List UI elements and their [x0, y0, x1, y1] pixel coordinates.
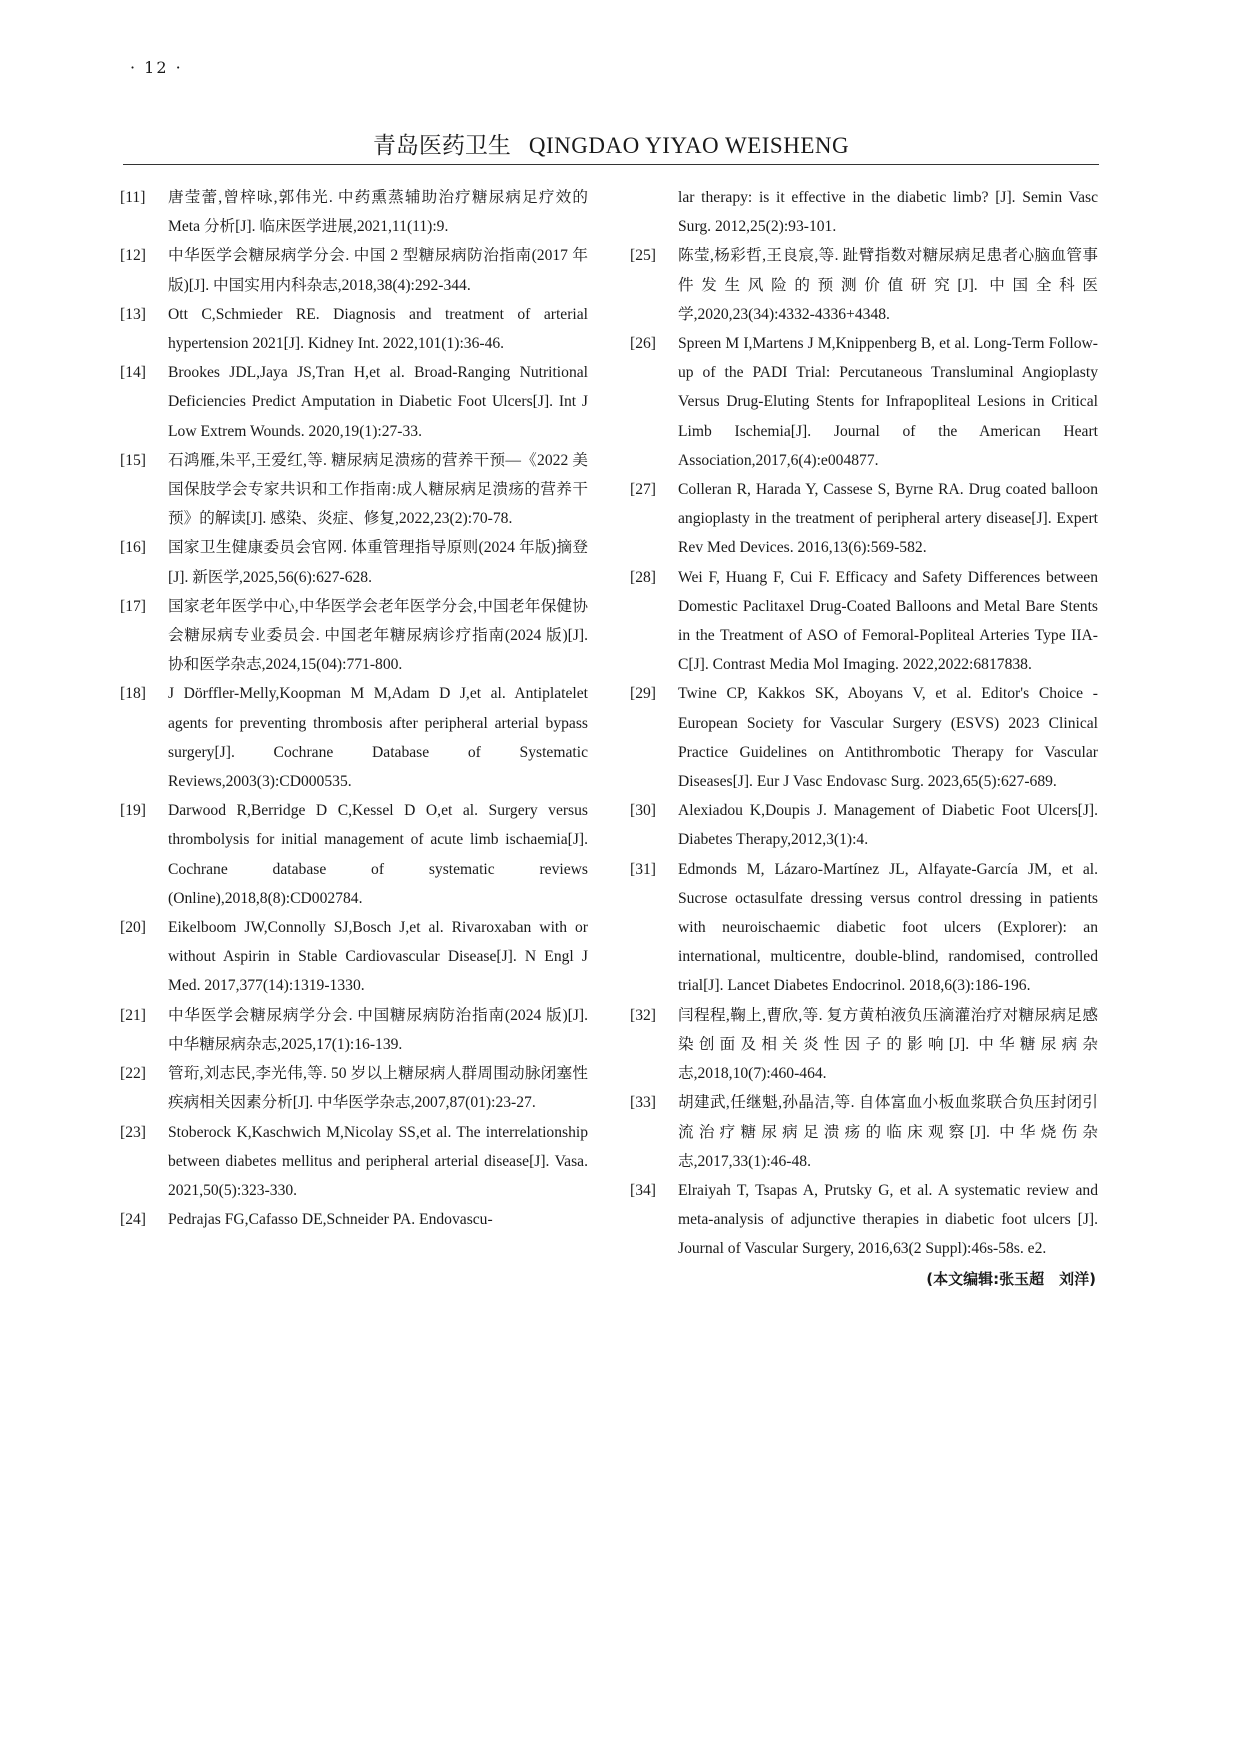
- reference-number: [30]: [630, 802, 656, 820]
- reference-text: J Dörffler-Melly,Koopman M M,Adam D J,et al. Antiplatelet agents for preventing thrombosis after peripheral arterial bypass surgery[J]. Cochrane Database of Systematic Reviews,2003(3):CD000535.: [168, 685, 588, 791]
- reference-item: [120, 1059, 588, 1117]
- reference-number: [29]: [630, 685, 656, 703]
- reference-number: [28]: [630, 568, 656, 586]
- reference-text: 中华医学会糖尿病学分会. 中国 2 型糖尿病防治指南(2017 年版)[J]. 中国实用内科杂志,2018,38(4):292-344.: [168, 247, 588, 294]
- reference-item: [120, 592, 588, 680]
- reference-number: [34]: [630, 1181, 656, 1199]
- reference-number: [13]: [120, 305, 146, 323]
- reference-item: [630, 563, 1098, 680]
- journal-title-en: QINGDAO YIYAO WEISHENG: [528, 133, 850, 158]
- reference-item: [630, 1088, 1098, 1176]
- reference-text: Eikelboom JW,Connolly SJ,Bosch J,et al. Rivaroxaban with or without Aspirin in Stable Cardiovascular Disease[J]. N Engl J Med. 2017,377(14):1319-1330.: [168, 919, 588, 995]
- reference-number: [12]: [120, 247, 146, 265]
- reference-number: [32]: [630, 1006, 656, 1024]
- reference-number: [33]: [630, 1094, 656, 1112]
- header-rule: [123, 164, 1099, 165]
- reference-number: [25]: [630, 247, 656, 265]
- references-left-column: [120, 183, 588, 1234]
- reference-text: 管珩,刘志民,李光伟,等. 50 岁以上糖尿病人群周围动脉闭塞性疾病相关因素分析[J]. 中华医学杂志,2007,87(01):23-27.: [168, 1065, 588, 1112]
- editor-note: (本文编辑:张玉超 刘洋): [926, 1269, 1096, 1288]
- reference-number: [31]: [630, 860, 656, 878]
- reference-number: [19]: [120, 802, 146, 820]
- reference-item: [120, 679, 588, 796]
- reference-item: [120, 533, 588, 591]
- reference-number: [26]: [630, 335, 656, 353]
- reference-text: 国家老年医学中心,中华医学会老年医学分会,中国老年保健协会糖尿病专业委员会. 中国老年糖尿病诊疗指南(2024 版)[J]. 协和医学杂志,2024,15(04):771-800.: [168, 597, 588, 674]
- reference-text: Brookes JDL,Jaya JS,Tran H,et al. Broad-Ranging Nutritional Deficiencies Predict Amputation in Diabetic Foot Ulcers[J]. Int J Low Extrem Wounds. 2020,19(1):27-33.: [168, 364, 588, 440]
- reference-number: [11]: [120, 189, 146, 206]
- reference-item: [120, 446, 588, 534]
- reference-text: Spreen M I,Martens J M,Knippenberg B, et al. Long-Term Follow-up of the PADI Trial: Percutaneous Transluminal Angioplasty Versus Drug-Eluting Stents for Infrapopliteal Lesions in Critical Limb Ischemia[J]. Journal of the American Heart Association,2017,6(4):e004877.: [678, 335, 1098, 469]
- reference-item-continued: [630, 183, 1098, 241]
- references-right-column: [630, 183, 1098, 1294]
- reference-item: [630, 1001, 1098, 1089]
- reference-item: [630, 855, 1098, 1001]
- reference-item: [630, 1176, 1098, 1264]
- reference-number: [15]: [120, 451, 146, 469]
- reference-text: Edmonds M, Lázaro-Martínez JL, Alfayate-García JM, et al. Sucrose octasulfate dressing versus control dressing in patients with neuroischaemic diabetic foot ulcers (Explorer): an international, multicentre, double-blind, randomised, controlled trial[J]. Lancet Diabetes Endocrinol. 2018,6(3):186-196.: [678, 860, 1098, 995]
- reference-item: [120, 1205, 588, 1234]
- reference-item: [630, 475, 1098, 563]
- reference-item: [630, 679, 1098, 796]
- reference-text: Stoberock K,Kaschwich M,Nicolay SS,et al. The interrelationship between diabetes mellitus and peripheral arterial disease[J]. Vasa. 2021,50(5):323-330.: [168, 1123, 588, 1199]
- reference-text: Elraiyah T, Tsapas A, Prutsky G, et al. A systematic review and meta-analysis of adjunctive therapies in diabetic foot ulcers [J]. Journal of Vascular Surgery, 2016,63(2 Suppl):46s-58s. e2.: [678, 1181, 1098, 1258]
- reference-number: [16]: [120, 539, 146, 557]
- reference-text: 唐莹蕾,曾梓咏,郭伟光. 中药熏蒸辅助治疗糖尿病足疗效的 Meta 分析[J]. 临床医学进展,2021,11(11):9.: [168, 189, 588, 236]
- reference-text: Pedrajas FG,Cafasso DE,Schneider PA. Endovascu-: [168, 1211, 493, 1229]
- reference-text: 胡建武,任继魁,孙晶洁,等. 自体富血小板血浆联合负压封闭引流治疗糖尿病足溃疡的临床观察[J]. 中华烧伤杂志,2017,33(1):46-48.: [678, 1094, 1098, 1170]
- reference-number: [14]: [120, 364, 146, 382]
- reference-number: [18]: [120, 685, 146, 703]
- reference-number: [20]: [120, 919, 146, 937]
- reference-item: [120, 358, 588, 446]
- reference-text: Wei F, Huang F, Cui F. Efficacy and Safety Differences between Domestic Paclitaxel Drug-Coated Balloons and Metal Bare Stents in the Treatment of ASO of Femoral-Popliteal Arteries Type IIA-C[J]. Contrast Media Mol Imaging. 2022,2022:6817838.: [678, 568, 1098, 674]
- journal-title-cn: 青岛医药卫生: [372, 133, 511, 159]
- reference-text: 闫程程,鞠上,曹欣,等. 复方黄柏液负压滴灌治疗对糖尿病足感染创面及相关炎性因子的影响[J]. 中华糖尿病杂志,2018,10(7):460-464.: [678, 1006, 1098, 1083]
- reference-item: [120, 183, 588, 241]
- reference-number: [22]: [120, 1065, 146, 1083]
- reference-item: [630, 241, 1098, 329]
- reference-text: Ott C,Schmieder RE. Diagnosis and treatment of arterial hypertension 2021[J]. Kidney Int. 2022,101(1):36-46.: [168, 305, 588, 353]
- reference-number: [17]: [120, 597, 146, 615]
- reference-text: Alexiadou K,Doupis J. Management of Diabetic Foot Ulcers[J]. Diabetes Therapy,2012,3(1):4.: [678, 802, 1098, 849]
- reference-text: Colleran R, Harada Y, Cassese S, Byrne RA. Drug coated balloon angioplasty in the treatment of peripheral artery disease[J]. Expert Rev Med Devices. 2016,13(6):569-582.: [678, 481, 1098, 557]
- reference-text: 石鸿雁,朱平,王爱红,等. 糖尿病足溃疡的营养干预—《2022 美国保肢学会专家共识和工作指南:成人糖尿病足溃疡的营养干预》的解读[J]. 感染、炎症、修复,2022,23(2):70-78.: [168, 451, 588, 528]
- reference-text: Twine CP, Kakkos SK, Aboyans V, et al. Editor's Choice - European Society for Vascular Surgery (ESVS) 2023 Clinical Practice Guidelines on Antithrombotic Therapy for Vascular Diseases[J]. Eur J Vasc Endovasc Surg. 2023,65(5):627-689.: [678, 685, 1098, 791]
- reference-number: [24]: [120, 1211, 146, 1229]
- reference-item: [120, 1001, 588, 1059]
- reference-item: [630, 329, 1098, 475]
- reference-text: Darwood R,Berridge D C,Kessel D O,et al. Surgery versus thrombolysis for initial management of acute limb ischaemia[J]. Cochrane database of systematic reviews (Online),2018,8(8):CD002784.: [168, 802, 588, 907]
- reference-number: [27]: [630, 481, 656, 499]
- reference-text: 中华医学会糖尿病学分会. 中国糖尿病防治指南(2024 版)[J]. 中华糖尿病杂志,2025,17(1):16-139.: [168, 1006, 588, 1053]
- reference-item: [120, 1118, 588, 1206]
- reference-text: lar therapy: is it effective in the diabetic limb? [J]. Semin Vasc Surg. 2012,25(2):93-101.: [678, 189, 1098, 236]
- page-number: · 12 ·: [130, 58, 183, 77]
- reference-item: [120, 241, 588, 299]
- reference-text: 国家卫生健康委员会官网. 体重管理指导原则(2024 年版)摘登[J]. 新医学,2025,56(6):627-628.: [168, 539, 588, 586]
- reference-item: [120, 796, 588, 913]
- reference-item: [630, 796, 1098, 854]
- reference-item: [120, 300, 588, 358]
- reference-number: [21]: [120, 1006, 146, 1024]
- reference-text: 陈莹,杨彩哲,王良宸,等. 趾臂指数对糖尿病足患者心脑血管事件发生风险的预测价值研究[J]. 中国全科医学,2020,23(34):4332-4336+4348.: [678, 247, 1098, 323]
- running-header: [123, 127, 1099, 160]
- reference-number: [23]: [120, 1123, 146, 1141]
- reference-item: [120, 913, 588, 1001]
